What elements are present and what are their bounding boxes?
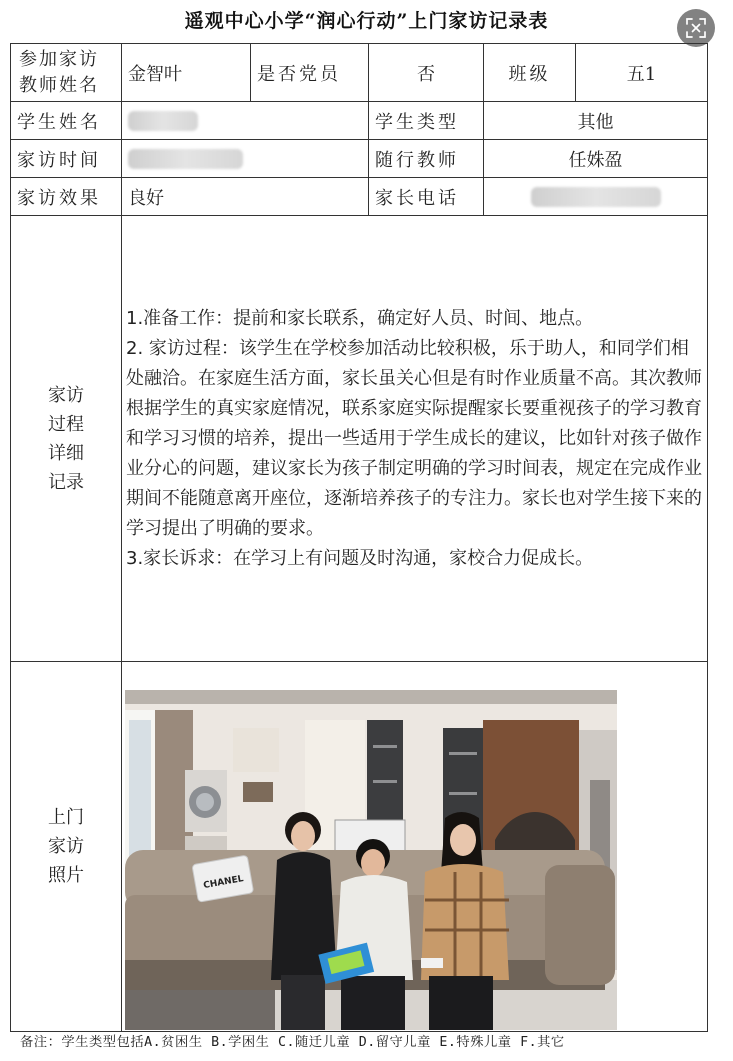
parent-phone-value — [484, 178, 708, 216]
student-type-value: 其他 — [484, 102, 708, 140]
visit-effect-label: 家访效果 — [11, 178, 122, 216]
home-visit-record-table — [10, 43, 708, 1032]
accompany-teacher-value: 任姝盈 — [484, 140, 708, 178]
student-name-value — [122, 102, 369, 140]
record-label: 家访 过程 详细 记录 — [11, 216, 122, 662]
student-name-label: 学生姓名 — [11, 102, 122, 140]
student-type-label: 学生类型 — [369, 102, 484, 140]
visit-time-label: 家访时间 — [11, 140, 122, 178]
visit-record-content — [122, 216, 708, 662]
footnote: 备注：学生类型包括A.贫困生 B.学困生 C.随迁儿童 D.留守儿童 E.特殊儿童 F.其它 — [20, 1035, 565, 1050]
image-text-recognition-icon — [685, 17, 707, 39]
document-title: 遥观中心小学“润心行动”上门家访记录表 — [184, 10, 549, 32]
teacher-name-value: 金智叶 — [122, 44, 251, 102]
party-member-label: 是否党员 — [251, 44, 369, 102]
photo-cell — [122, 662, 708, 1032]
home-visit-photo — [125, 690, 617, 1030]
class-value: 五1 — [576, 44, 708, 102]
redacted-student-name — [128, 111, 198, 131]
party-member-value: 否 — [369, 44, 484, 102]
record-preparation: 1.准备工作：提前和家长联系，确定好人员、时间、地点。 — [126, 307, 594, 329]
visit-effect-value: 良好 — [122, 178, 369, 216]
text-recognition-button[interactable] — [677, 9, 715, 47]
record-process: 2. 家访过程：该学生在学校参加活动比较积极，乐于助人，和同学们相处融洽。在家庭生活方面，家长虽关心但是有时作业质量不高。其次教师根据学生的真实家庭情况，联系家庭实际提醒家长要重视孩子的学习教育和学习习惯的培养，提出一些适用于学生成长的建议，比如针对孩子做作业分心的问题，建议家长为孩子制定明确的学习时间表，规定在完成作业期间不能随意离开座位，逐渐培养孩子的专注力。家长也对学生接下来的学习提出了明确的要求。 — [126, 337, 702, 539]
photo-label: 上门 家访 照片 — [11, 662, 122, 1032]
class-label: 班级 — [484, 44, 576, 102]
teacher-name-label: 参加家访教师姓名 — [11, 44, 122, 102]
pillow-logo-text: CHANEL — [202, 874, 245, 892]
record-parent-request: 3.家长诉求：在学习上有问题及时沟通，家校合力促成长。 — [126, 547, 594, 569]
redacted-parent-phone — [531, 187, 661, 207]
visit-time-value — [122, 140, 369, 178]
parent-phone-label: 家长电话 — [369, 178, 484, 216]
redacted-visit-time — [128, 149, 243, 169]
accompany-teacher-label: 随行教师 — [369, 140, 484, 178]
